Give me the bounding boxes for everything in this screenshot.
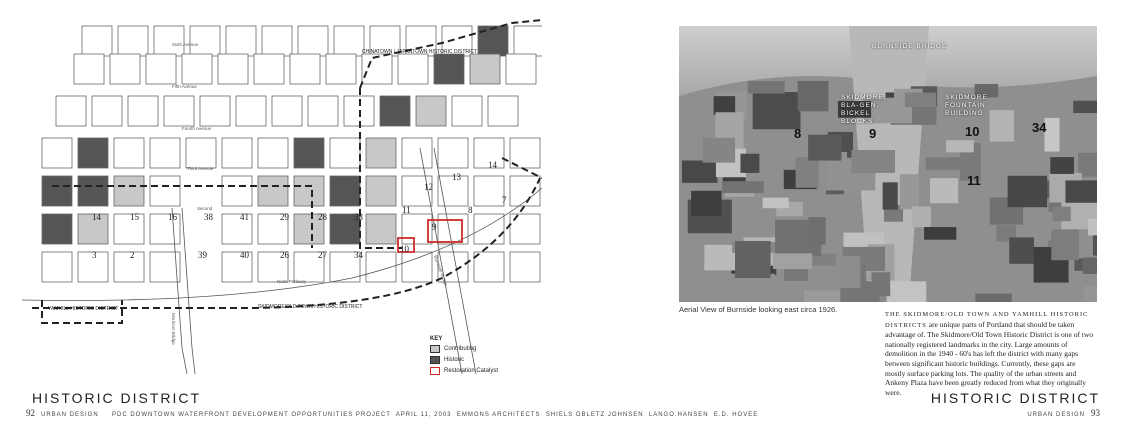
map-block [488, 96, 518, 126]
block-number: 9 [432, 222, 437, 232]
block-number: 13 [452, 172, 461, 182]
left-page-title: HISTORIC DISTRICT [32, 390, 202, 406]
photo-building [763, 198, 789, 209]
photo-building [924, 227, 956, 240]
left-page-number: 92 [26, 408, 35, 418]
photo-building [1053, 207, 1071, 222]
photo-building [804, 291, 840, 302]
photo-building [1073, 101, 1097, 113]
map-block [226, 26, 256, 56]
key-label-restoration: Restoration Catalyst [444, 368, 499, 374]
map-block [402, 138, 432, 168]
map-block [110, 54, 140, 84]
key-label-historic: Historic [444, 357, 465, 363]
block-number: 12 [424, 182, 433, 192]
photo-building [1044, 118, 1059, 152]
body-paragraph [885, 309, 1097, 397]
block-number: 8 [468, 205, 473, 215]
map-block [510, 252, 540, 282]
photo-building [748, 81, 785, 93]
map-block [294, 138, 324, 168]
key-item-historic [430, 356, 498, 364]
map-block [294, 176, 324, 206]
right-page-title: HISTORIC DISTRICT [930, 390, 1100, 406]
map-block [438, 138, 468, 168]
photo-building [926, 157, 963, 170]
map-block [308, 96, 338, 126]
photo-building [888, 281, 927, 302]
block-number: 14 [92, 212, 101, 222]
block-number: 14 [488, 160, 497, 170]
photo-building [1009, 237, 1034, 263]
map-block [42, 252, 72, 282]
map-block [262, 26, 292, 56]
map-block [118, 26, 148, 56]
photo-building [691, 191, 722, 216]
map-block [78, 138, 108, 168]
photo-building [912, 206, 931, 227]
map-block [222, 138, 252, 168]
aerial-photo-graphic [679, 26, 1097, 302]
map-block [114, 138, 144, 168]
street-naito: Naito Parkway [277, 279, 307, 284]
photo-building [1083, 258, 1097, 274]
map-block [330, 176, 360, 206]
map-block [218, 54, 248, 84]
map-block [330, 138, 360, 168]
map-block [182, 54, 212, 84]
street-second: Second [197, 206, 213, 211]
photo-building [946, 140, 974, 152]
photo-building [808, 217, 825, 245]
photo-building [1088, 219, 1097, 236]
map-block [42, 176, 72, 206]
map-block [114, 214, 144, 244]
map-block [164, 96, 194, 126]
right-footer-sub: URBAN DESIGN [1027, 412, 1085, 418]
photo-building [753, 92, 801, 129]
map-block [146, 54, 176, 84]
map-block [366, 176, 396, 206]
photo-building [796, 157, 819, 188]
street-third: Third Avenue [187, 166, 214, 171]
key-title: KEY [430, 336, 443, 342]
map-block [362, 54, 392, 84]
map-block [236, 96, 266, 126]
photo-building [1051, 230, 1079, 261]
street-morrison: Morrison Bridge [171, 313, 176, 345]
photo-building [798, 81, 829, 111]
map-block [114, 252, 144, 282]
map-block [474, 252, 504, 282]
map-block [258, 176, 288, 206]
photo-number-9: 9 [869, 126, 877, 141]
photo-building [722, 181, 763, 193]
map-block [366, 214, 396, 244]
map-block [154, 26, 184, 56]
map-block [474, 176, 504, 206]
map-block [254, 54, 284, 84]
photo-building [1050, 157, 1074, 174]
photo-building [900, 174, 919, 209]
block-number: 34 [354, 250, 363, 260]
paragraph-text: are unique parts of Portland that should be taken advantage of. The Skidmore/Old Town Historic District is one of two nationally registered landmarks in the city. Large amounts of demolition in the 1940 - 60's has left the district with many gaps between significant historic buildings. Currently, these gaps are mostly surface parking lots. The quality of the urban streets and Ankeny Plaza have been greatly reduced from what they originally were. [885, 319, 1094, 397]
map-block [334, 26, 364, 56]
photo-building [975, 294, 1011, 302]
map-block [438, 214, 468, 244]
block-number: 7 [502, 195, 507, 205]
map-block [434, 54, 464, 84]
map-block [470, 54, 500, 84]
block-number: 38 [204, 212, 213, 222]
photo-building [735, 241, 771, 278]
photo-number-10: 10 [965, 124, 980, 139]
block-number: 41 [240, 212, 249, 222]
map-block [74, 54, 104, 84]
map-block [452, 96, 482, 126]
map-block [56, 96, 86, 126]
label-skidmore-blocks: SKIDMORE, BLA-GEN, BICKEL BLOCKS [841, 94, 887, 125]
map-block [326, 54, 356, 84]
district-yamhill: YAMHILL HISTORIC DISTRICT [48, 306, 119, 312]
photo-building [714, 96, 736, 115]
photo-building [930, 178, 958, 203]
map-block [298, 26, 328, 56]
block-number: 3 [92, 250, 97, 260]
aerial-photo [679, 26, 1097, 302]
district-chinatown: CHINATOWN / JAPANTOWN HISTORIC DISTRICT [362, 49, 478, 55]
photo-building [1008, 176, 1048, 207]
photo-building [808, 135, 841, 161]
map-block [186, 138, 216, 168]
map-block [42, 214, 72, 244]
street-fifth: Fifth Avenue [172, 84, 197, 89]
swatch-contributing [430, 345, 440, 353]
photo-number-34: 34 [1032, 120, 1047, 135]
district-skidmore: SKIDMORE/OLD TOWN HISTORIC DISTRICT [258, 304, 363, 310]
map-key [430, 336, 498, 375]
block-number: 33 [354, 212, 363, 222]
photo-building [1084, 286, 1097, 302]
block-number: 11 [402, 205, 411, 215]
block-number: 28 [318, 212, 327, 222]
map-block [222, 176, 252, 206]
photo-number-8: 8 [794, 126, 802, 141]
map-block [150, 138, 180, 168]
map-block [416, 96, 446, 126]
swatch-historic [430, 356, 440, 364]
historic-district-map [22, 8, 542, 374]
swatch-restoration [430, 367, 440, 375]
street-burnside: Burnside Bridge [433, 254, 449, 287]
map-block [258, 138, 288, 168]
map-block [128, 96, 158, 126]
label-fountain-building: SKIDMORE FOUNTAIN BUILDING [945, 94, 988, 117]
map-block [82, 26, 112, 56]
photo-caption: Aerial View of Burnside looking east circa 1926. [679, 305, 838, 314]
map-block [514, 26, 542, 56]
photo-number-11: 11 [967, 173, 981, 188]
block-number: 16 [168, 212, 177, 222]
map-block [290, 54, 320, 84]
key-item-restoration [430, 367, 498, 375]
right-footer [931, 390, 1100, 418]
map-block [114, 176, 144, 206]
photo-building [905, 93, 936, 107]
map-block [402, 252, 432, 282]
photo-building [682, 161, 718, 183]
block-number: 27 [318, 250, 327, 260]
photo-building [703, 138, 735, 163]
photo-building [704, 245, 735, 270]
map-block [272, 96, 302, 126]
paragraph-lead: THE SKIDMORE/OLD TOWN AND YAMHILL HISTORIC DISTRICTS [885, 311, 1089, 329]
block-number: 40 [240, 250, 249, 260]
block-number: 26 [280, 250, 289, 260]
block-number: 39 [198, 250, 207, 260]
photo-building [773, 253, 812, 269]
map-block [78, 176, 108, 206]
right-page-number: 93 [1091, 408, 1100, 418]
block-number: 15 [130, 212, 139, 222]
photo-building [883, 182, 898, 209]
street-fourth: Fourth Avenue [182, 126, 212, 131]
block-number: 29 [280, 212, 289, 222]
left-footer [26, 390, 759, 418]
block-number: 2 [130, 250, 135, 260]
street-sixth: Sixth Avenue [172, 42, 199, 47]
map-block [366, 138, 396, 168]
key-item-contributing [430, 345, 498, 353]
block-number: 10 [400, 244, 409, 254]
map-block [380, 96, 410, 126]
photo-building [851, 150, 895, 173]
map-block [200, 96, 230, 126]
photo-building [839, 256, 860, 288]
map-block [190, 26, 220, 56]
key-label-contributing: Contributing [444, 346, 477, 352]
map-block [398, 54, 428, 84]
map-block [150, 176, 180, 206]
left-footer-line: URBAN DESIGN PDC DOWNTOWN WATERFRONT DEVELOPMENT OPPORTUNITIES PROJECT APRIL 11, 2003 EMMONS ARCHITECTS SHIELS OBLETZ JOHNSEN LANGO.HANSEN E.D. HOVEE [41, 412, 759, 418]
photo-building [1065, 180, 1097, 202]
map-block [42, 138, 72, 168]
map-block [92, 96, 122, 126]
label-burnside-bridge: BURNSIDE BRIDGE [872, 43, 948, 50]
map-block [506, 54, 536, 84]
photo-building [740, 154, 759, 173]
